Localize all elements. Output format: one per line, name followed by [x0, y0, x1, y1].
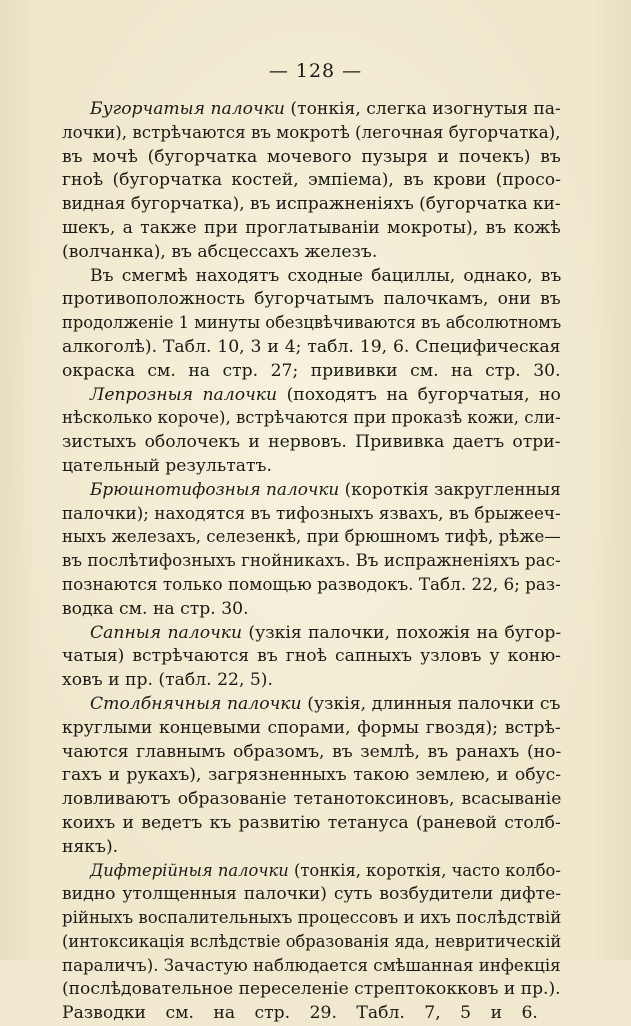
text-line	[62, 955, 561, 979]
line-text: (узкія, длинныя палочки съ	[301, 693, 561, 714]
bacillus-term: Сапныя палочки	[90, 622, 243, 643]
line-text: (тонкія, короткія, часто колбо-	[288, 860, 561, 881]
text-line	[62, 860, 561, 884]
line-text: видная бугорчатка), въ испражненіяхъ (бугорчатка ки-	[62, 194, 561, 215]
line-text: лочки), встрѣчаются въ мокротѣ (легочная бугорчатка),	[62, 122, 561, 143]
line-text: коихъ и ведетъ къ развитію тетануса (раневой столб-	[62, 812, 561, 833]
line-text: водка см. на стр. 30.	[62, 598, 249, 619]
text-line	[62, 693, 561, 717]
line-text: противоположность бугорчатымъ палочкамъ, они въ	[62, 289, 561, 310]
line-text: въ послѣтифозныхъ гнойникахъ. Въ испражненіяхъ рас-	[62, 551, 561, 572]
line-text: (интоксикація вслѣдствіе образованія яда, невритическій	[62, 931, 561, 952]
line-text: гахъ и рукахъ), загрязненныхъ такою землею, и обус-	[62, 765, 561, 786]
line-text: ховъ и пр. (табл. 22, 5).	[62, 670, 273, 691]
bacillus-term: Бугорчатыя палочки	[90, 99, 285, 119]
text-line	[62, 312, 561, 336]
text-line	[62, 931, 561, 955]
text-line	[62, 288, 561, 312]
line-text: круглыми концевыми спорами, формы гвоздя); встрѣ-	[62, 717, 561, 738]
line-text: познаются только помощью разводокъ. Табл. 22, 6; раз-	[62, 574, 561, 595]
line-text: (волчанка), въ абсцессахъ железъ.	[62, 241, 378, 262]
text-line	[62, 717, 561, 741]
bacillus-term: Столбнячныя палочки	[90, 693, 302, 714]
line-text: ныхъ железахъ, селезенкѣ, при брюшномъ тифѣ, рѣже—	[62, 527, 561, 548]
text-line	[62, 122, 561, 146]
text-line	[62, 883, 561, 907]
line-text: ловливаютъ образованіе тетанотоксиновъ, всасываніе	[62, 789, 561, 810]
line-text: чаются главнымъ образомъ, въ землѣ, въ ранахъ (но-	[62, 741, 561, 762]
text-line	[62, 241, 561, 265]
line-text: въ мочѣ (бугорчатка мочевого пузыря и почекъ) въ	[62, 146, 561, 167]
text-line	[62, 645, 561, 669]
line-text: палочки); находятся въ тифозныхъ язвахъ, въ брыжееч-	[62, 503, 561, 524]
text-line	[62, 336, 561, 360]
bacillus-term: Лепрозныя палочки	[90, 384, 278, 405]
line-text: (послѣдовательное переселеніе стрептококковъ и пр.).	[62, 979, 561, 1000]
text-line	[62, 265, 561, 289]
text-line	[62, 503, 561, 527]
text-line	[62, 812, 561, 836]
line-text: продолженіе 1 минуты обезцвѣчиваются въ абсолютномъ	[62, 313, 561, 334]
text-line	[62, 98, 561, 122]
text-line	[62, 1002, 561, 1026]
line-text: алкоголѣ). Табл. 10, 3 и 4; табл. 19, 6. Специфическая	[62, 336, 561, 357]
text-line	[62, 764, 561, 788]
text-line	[62, 788, 561, 812]
line-text: чатыя) встрѣчаются въ гноѣ сапныхъ узловъ у коню-	[62, 646, 561, 667]
line-text: Въ смегмѣ находятъ сходные бациллы, однако, въ	[90, 265, 561, 286]
text-line	[62, 479, 561, 503]
bacillus-term: Брюшнотифозныя палочки	[90, 479, 340, 500]
text-line	[62, 550, 561, 574]
text-line	[62, 574, 561, 598]
bacillus-term: Дифтерійныя палочки	[90, 860, 289, 881]
line-text: (узкія палочки, похожія на бугор-	[242, 622, 561, 643]
text-line	[62, 622, 561, 646]
line-text: шекъ, а также при проглатываніи мокроты), въ кожѣ	[62, 217, 561, 238]
text-line	[62, 384, 561, 408]
text-line	[62, 669, 561, 693]
body-text	[62, 98, 561, 1026]
line-text: окраска см. на стр. 27; прививки см. на стр. 30.	[62, 360, 561, 381]
page-number: — 128 —	[268, 60, 363, 82]
line-text: параличъ). Зачастую наблюдается смѣшанная инфекція	[62, 955, 561, 976]
line-text: (походятъ на бугорчатыя, но	[277, 384, 561, 405]
line-text: Разводки см. на стр. 29. Табл. 7, 5 и 6.	[62, 1003, 538, 1024]
text-line	[62, 407, 561, 431]
text-line	[62, 598, 561, 622]
text-line	[62, 455, 561, 479]
text-line	[62, 978, 561, 1002]
line-text: видно утолщенныя палочки) суть возбудители дифте-	[62, 884, 561, 905]
text-line	[62, 526, 561, 550]
line-text: рійныхъ воспалительныхъ процессовъ и ихъ послѣдствій	[62, 908, 561, 929]
text-line	[62, 193, 561, 217]
line-text: (тонкія, слегка изогнутыя па-	[284, 99, 561, 119]
text-line	[62, 146, 561, 170]
text-line	[62, 169, 561, 193]
text-line	[62, 360, 561, 384]
text-line	[62, 836, 561, 860]
line-text: зистыхъ оболочекъ и нервовъ. Прививка даетъ отри-	[62, 432, 561, 453]
line-text: нѣсколько короче), встрѣчаются при проказѣ кожи, сли-	[62, 408, 561, 429]
text-line	[62, 741, 561, 765]
text-line	[62, 431, 561, 455]
line-text: някъ).	[62, 836, 119, 857]
text-line	[62, 907, 561, 931]
line-text: цательный результатъ.	[62, 455, 272, 476]
line-text: гноѣ (бугорчатка костей, эмпіема), въ крови (просо-	[62, 170, 561, 191]
text-line	[62, 217, 561, 241]
line-text: (короткія закругленныя	[339, 479, 561, 500]
